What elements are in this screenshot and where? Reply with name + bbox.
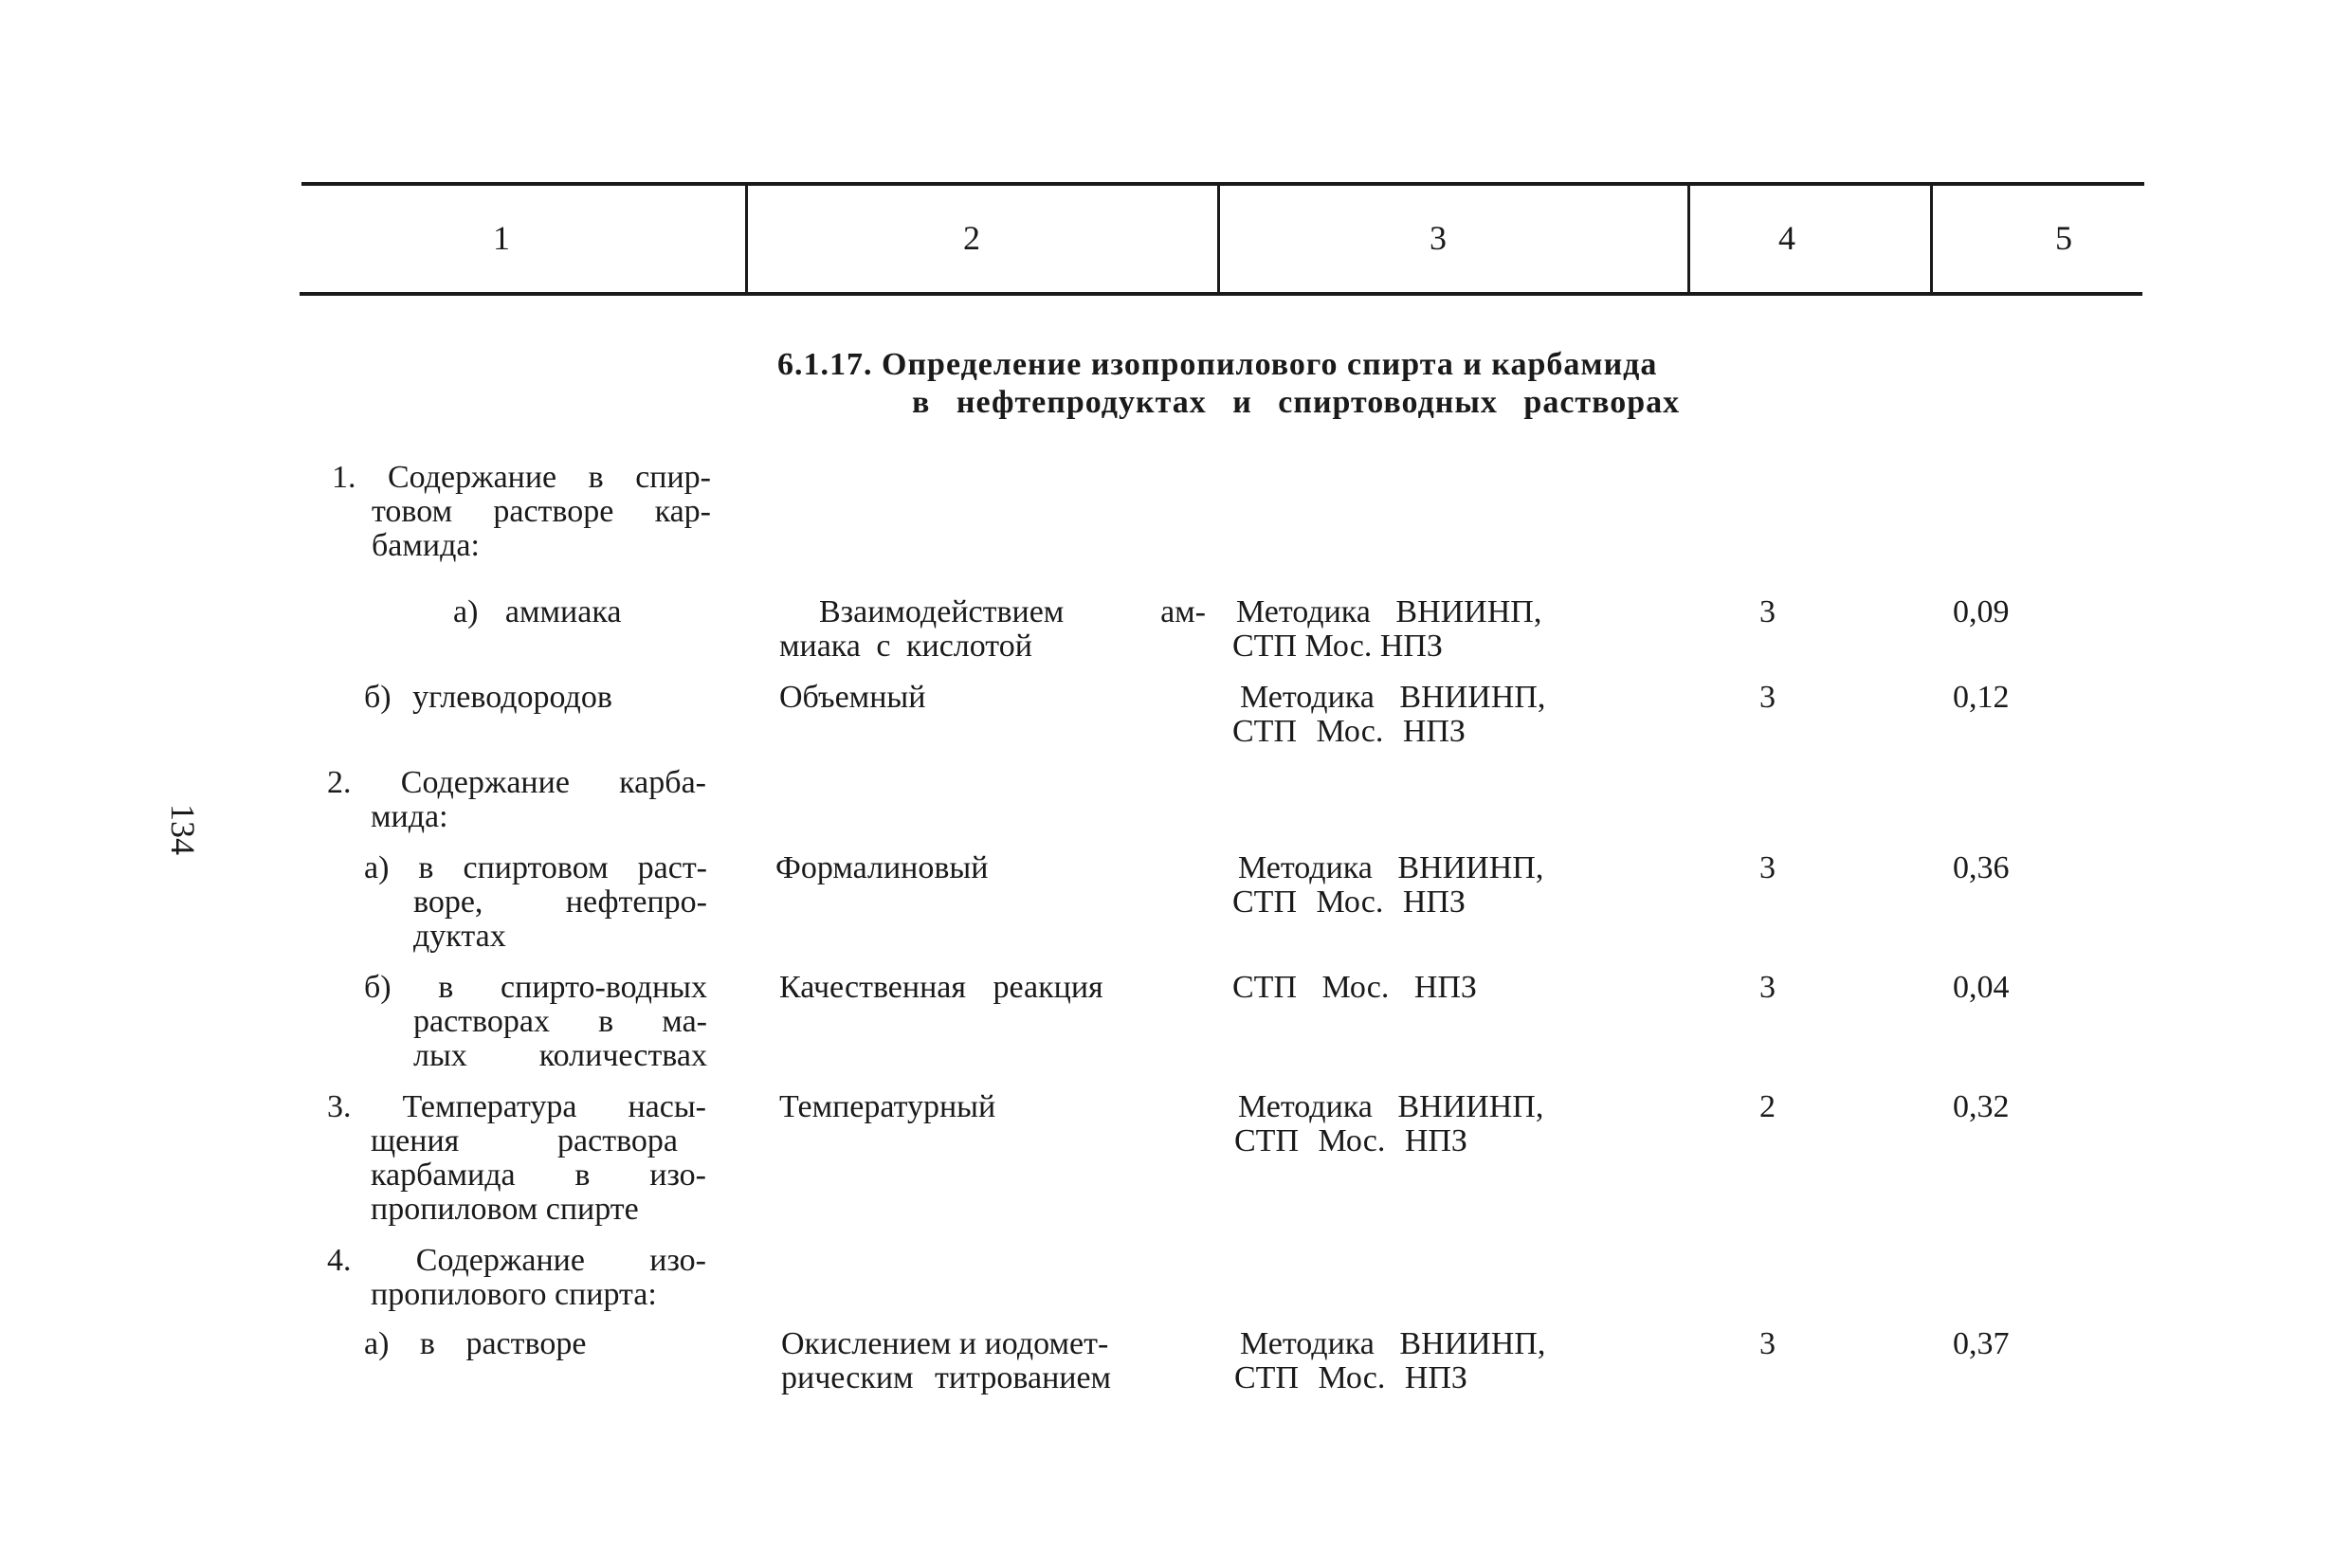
row-8-col-5: 0,37 [1953, 1326, 2010, 1361]
row-5-col-5: 0,04 [1953, 970, 2010, 1005]
row-6-col-5: 0,32 [1953, 1089, 2010, 1124]
row-6-col-2: Температурный [779, 1089, 996, 1124]
row-4-col-2: Формалиновый [775, 850, 989, 885]
header-top-rule [301, 182, 2144, 186]
header-col-4: 4 [1778, 219, 1795, 257]
header-bottom-rule [300, 292, 2142, 296]
row-5-col-1: б) в спирто-водных растворах в ма- лых количествах [364, 970, 707, 1073]
row-4-col-5: 0,36 [1953, 850, 2010, 885]
row-1-col-1: а) аммиака [453, 594, 622, 629]
header-col-5: 5 [2055, 219, 2072, 257]
header-col-3: 3 [1430, 219, 1447, 257]
row-8-col-3: Методика ВНИИНП, СТП Мос. НПЗ [1234, 1326, 1546, 1395]
row-1-col-3: Методика ВНИИНП, СТП Мос. НПЗ [1232, 594, 1542, 664]
row-3-col-1: 2. Содержание карба- мида: [327, 765, 706, 834]
header-divider-3 [1687, 186, 1690, 292]
row-2-col-4: 3 [1759, 680, 1776, 715]
section-title [777, 346, 1680, 422]
row-5-col-2: Качественная реакция [779, 970, 1103, 1005]
section-title-line-2: в нефтепродуктах и спиртоводных растворах [912, 385, 1681, 420]
row-2-col-5: 0,12 [1953, 680, 2010, 715]
row-8-col-2: Окислением и иодомет- рическим титрованием [781, 1326, 1112, 1395]
header-col-1: 1 [493, 219, 510, 257]
page-number: 134 [164, 804, 202, 855]
row-1-col-2: Взаимодействием ам- миака с кислотой [779, 594, 1206, 664]
row-2-col-2: Объемный [779, 680, 926, 715]
row-5-col-3: СТП Мос. НПЗ [1232, 970, 1477, 1005]
row-1-col-4: 3 [1759, 594, 1776, 629]
row-5-col-4: 3 [1759, 970, 1776, 1005]
header-divider-4 [1930, 186, 1933, 292]
row-4-col-3: Методика ВНИИНП, СТП Мос. НПЗ [1232, 850, 1544, 920]
header-divider-1 [745, 186, 748, 292]
header-divider-2 [1217, 186, 1220, 292]
row-2-col-1: б) углеводородов [364, 680, 612, 715]
row-4-col-1: а) в спиртовом раст- воре, нефтепро- дуктах [364, 850, 707, 954]
row-6-col-3: Методика ВНИИНП, СТП Мос. НПЗ [1234, 1089, 1544, 1158]
row-2-col-3: Методика ВНИИНП, СТП Мос. НПЗ [1232, 680, 1546, 749]
row-0-col-1: 1. Содержание в спир- товом растворе кар- бамида: [332, 460, 711, 563]
row-6-col-4: 2 [1759, 1089, 1776, 1124]
row-1-col-5: 0,09 [1953, 594, 2010, 629]
header-col-2: 2 [963, 219, 980, 257]
row-7-col-1: 4. Содержание изо- пропилового спирта: [327, 1243, 706, 1312]
row-4-col-4: 3 [1759, 850, 1776, 885]
row-8-col-1: а) в растворе [364, 1326, 587, 1361]
section-title-line-1: 6.1.17. Определение изопропилового спирта и карбамида [777, 347, 1658, 382]
row-6-col-1: 3. Температура насы- щения раствора карбамида в изо- пропиловом спирте [327, 1089, 706, 1227]
row-8-col-4: 3 [1759, 1326, 1776, 1361]
